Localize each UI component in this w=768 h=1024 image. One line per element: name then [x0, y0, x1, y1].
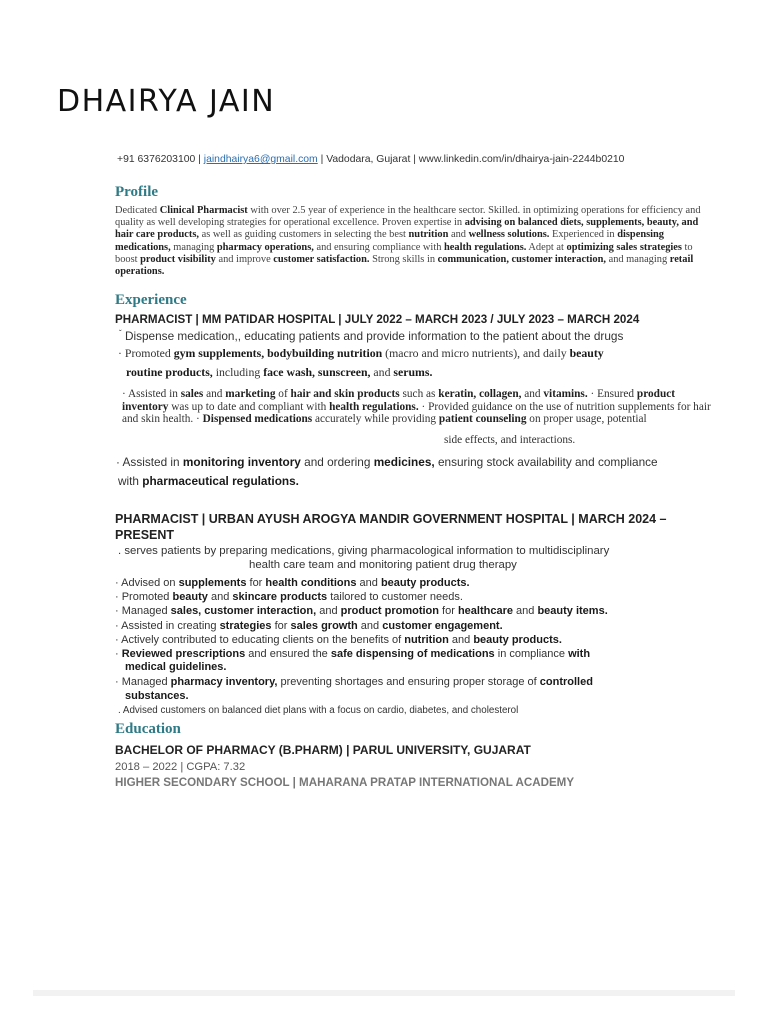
job1-bullet-2-cont [126, 365, 432, 380]
bullet-text: and [521, 388, 544, 400]
bullet-text: and [370, 365, 394, 379]
bullet-text: ensuring stock availability and compliance [434, 455, 658, 469]
bullet-text: Dispensed medications [202, 413, 313, 426]
candidate-name: DHAIRYA JAIN [57, 84, 276, 119]
bullet-text: such as [399, 388, 439, 400]
bullet-text: skincare products [232, 591, 328, 603]
bullet-text: · Ensured [587, 388, 637, 400]
bullet-text: and ensured the [245, 648, 331, 660]
bullet-text: product promotion [340, 605, 439, 617]
bullet-text: safe dispensing of medications [330, 648, 495, 660]
bullet-text: (macro and micro nutrients), and daily [382, 346, 570, 360]
bullet-text: beauty [172, 591, 208, 603]
job2-bullet-6-cont [125, 661, 226, 673]
bullet-text: hair and skin products [290, 388, 400, 400]
email-link[interactable]: jaindhairya6@gmail.com [203, 154, 318, 165]
bullet-text: · Advised on [115, 577, 179, 589]
bullet-text: Dispense medication,, educating patients and provide information to the patient about the drugs [124, 329, 624, 343]
job2-bullet-7-cont [125, 690, 189, 702]
bullet-text: gym supplements, bodybuilding nutrition [173, 346, 383, 360]
bullet-text: substances. [125, 690, 189, 702]
bullet-text: and [356, 577, 381, 589]
profile-text: to boost [115, 241, 693, 265]
education-heading: Education [115, 721, 181, 737]
bullet-text: was up to date and compliant with [168, 400, 330, 413]
bullet-text: health regulations. [329, 400, 419, 413]
profile-text: pharmacy operations, [216, 241, 314, 253]
job1-bullet-3-tail: side effects, and interactions. [444, 434, 576, 446]
bullet-text: of [275, 388, 291, 400]
bullet-text: controlled [539, 676, 593, 688]
bullet-text: sales, customer interaction, [170, 605, 317, 617]
job1-bullet-3 [122, 388, 712, 426]
location-linkedin-text: | Vadodara, Gujarat | www.linkedin.com/in/dhairya-jain-2244b0210 [320, 154, 625, 165]
bullet-text: customer engagement. [382, 620, 503, 632]
bullet-text: Reviewed prescriptions [121, 648, 246, 660]
job1-title: PHARMACIST | MM PATIDAR HOSPITAL | JULY 2022 – MARCH 2023 / JULY 2023 – MARCH 2024 [115, 313, 640, 326]
bullet-text: · [115, 648, 122, 660]
profile-text: and improve [215, 253, 274, 265]
profile-text: and managing [605, 253, 670, 265]
bullet-text: beauty products. [380, 577, 470, 589]
contact-line [117, 154, 717, 165]
bullet-text: on proper usage, potential [526, 413, 647, 426]
job2-bullet-3 [115, 605, 608, 617]
bullet-text: medicines, [373, 455, 435, 469]
bullet-text: beauty items. [537, 605, 608, 617]
bullet-text: · Managed [115, 676, 171, 688]
profile-text: Adept at [526, 241, 567, 253]
profile-text: wellness solutions. [468, 229, 550, 241]
bullet-text: face wash, sunscreen, [263, 365, 371, 379]
profile-heading: Profile [115, 184, 159, 200]
bullet-text: medical guidelines. [125, 661, 227, 673]
bullet-text: supplements [178, 577, 247, 589]
bullet-text: pharmacy inventory, [170, 676, 278, 688]
profile-text: optimizing sales strategies [566, 241, 682, 253]
cutoff-text: HIGHER SECONDARY SCHOOL | MAHARANA PRATAP INTERNATIONAL ACADEMY [115, 776, 575, 789]
job2-bullet-1 [115, 577, 470, 589]
bullet-text: pharmaceutical regulations. [142, 474, 299, 488]
job1-bullet-1 [119, 329, 623, 343]
bullet-text: sales growth [290, 620, 358, 632]
profile-summary [115, 205, 709, 278]
bullet-text: including [212, 365, 264, 379]
bullet-text: and [207, 591, 233, 603]
profile-text: communication, customer interaction, [437, 253, 606, 265]
bullet-text: strategies [219, 620, 272, 632]
bullet-text: · Promoted [118, 346, 174, 360]
profile-text: as well as guiding customers in selecting the best [199, 229, 409, 241]
profile-text: with over 2.5 year of experience in the healthcare sector. Skilled. in optimizing operations for efficiency and quality as well developing strategies for operational excellence. Proven expertise in [115, 205, 701, 229]
profile-text: managing [170, 241, 217, 253]
bullet-text: and ordering [300, 455, 374, 469]
profile-text: health regulations. [444, 241, 527, 253]
bullet-text: patient counseling [438, 413, 527, 426]
bullet-text: · Assisted in creating [115, 620, 220, 632]
bullet-text: marketing [225, 388, 276, 400]
bullet-text: accurately while providing [312, 413, 439, 426]
bullet-text: for [271, 620, 291, 632]
bullet-text: healthcare [457, 605, 513, 617]
job1-bullet-4 [116, 455, 658, 469]
page-bottom-bar [33, 990, 735, 996]
profile-text: and ensuring compliance with [313, 241, 444, 253]
job2-bullet-6 [115, 648, 590, 660]
bullet-text: with [568, 648, 591, 660]
profile-text: Clinical Pharmacist [159, 205, 248, 216]
phone-text: +91 6376203100 | [117, 154, 201, 165]
bullet-text: for [246, 577, 266, 589]
job2-intro-1: . serves patients by preparing medications, giving pharmacological information to multidisciplinary [118, 545, 610, 557]
job1-bullet-4-cont [118, 474, 299, 488]
profile-text: product visibility [140, 253, 216, 265]
bullet-text: keratin, collagen, [438, 388, 522, 400]
profile-text: customer satisfaction. [273, 253, 370, 265]
bullet-text: tailored to customer needs. [327, 591, 463, 603]
profile-text: advising on balanced diets, supplements, beauty, and hair care products, [115, 217, 699, 241]
bullet-text: vitamins. [543, 388, 588, 400]
bullet-text: · Promoted [115, 591, 173, 603]
job2-title: PHARMACIST | URBAN AYUSH AROGYA MANDIR GOVERNMENT HOSPITAL | MARCH 2024 – PRESENT [115, 512, 667, 542]
bullet-text: for [439, 605, 458, 617]
profile-text: Experienced in [549, 229, 618, 241]
bullet-text: and [448, 634, 474, 646]
job2-bullet-2 [115, 591, 463, 603]
bullet-text: · Assisted in [116, 455, 183, 469]
job2-bullet-8: . Advised customers on balanced diet plans with a focus on cardio, diabetes, and cholesterol [118, 705, 519, 716]
bullet-text: monitoring inventory [182, 455, 301, 469]
bullet-text: and [203, 388, 226, 400]
job2-bullet-4 [115, 620, 503, 632]
profile-text: dispensing medications, [115, 229, 665, 253]
education-degree: BACHELOR OF PHARMACY (B.PHARM) | PARUL UNIVERSITY, GUJARAT [115, 743, 531, 757]
bullet-text: · Assisted in [122, 388, 181, 400]
bullet-text: sales [180, 388, 204, 400]
bullet-text: · Actively contributed to educating clients on the benefits of [115, 634, 405, 646]
profile-text: Strong skills in [369, 253, 438, 265]
job2-bullet-5 [115, 634, 562, 646]
bullet-text: serums. [393, 365, 433, 379]
bullet-mark: ˇ [119, 329, 122, 338]
bullet-text: and [512, 605, 538, 617]
bullet-text: with [118, 474, 143, 488]
bullet-text: nutrition [404, 634, 449, 646]
bullet-text: beauty products. [473, 634, 562, 646]
bullet-text: and [357, 620, 383, 632]
job2-bullet-7 [115, 676, 593, 688]
profile-text: Dedicated [115, 205, 160, 216]
bullet-text: routine products, [126, 365, 213, 379]
profile-text: and [448, 229, 469, 241]
bullet-text: preventing shortages and ensuring proper storage of [277, 676, 540, 688]
experience-heading: Experience [115, 292, 187, 308]
profile-text: nutrition [408, 229, 449, 241]
bullet-text: product inventory [122, 388, 676, 413]
education-school-cutoff [115, 776, 637, 789]
bullet-text: in compliance [494, 648, 569, 660]
bullet-text: and [316, 605, 341, 617]
bullet-text: health conditions [265, 577, 357, 589]
education-dates: 2018 – 2022 | CGPA: 7.32 [115, 761, 246, 773]
bullet-text: · Provided guidance on the use of nutrition supplements for hair and skin health. · [122, 400, 711, 426]
bullet-text: beauty [569, 346, 604, 360]
job2-intro-2: health care team and monitoring patient drug therapy [249, 559, 517, 571]
job1-bullet-2 [118, 346, 604, 361]
profile-text: retail operations. [115, 253, 694, 278]
bullet-text: · Managed [115, 605, 171, 617]
